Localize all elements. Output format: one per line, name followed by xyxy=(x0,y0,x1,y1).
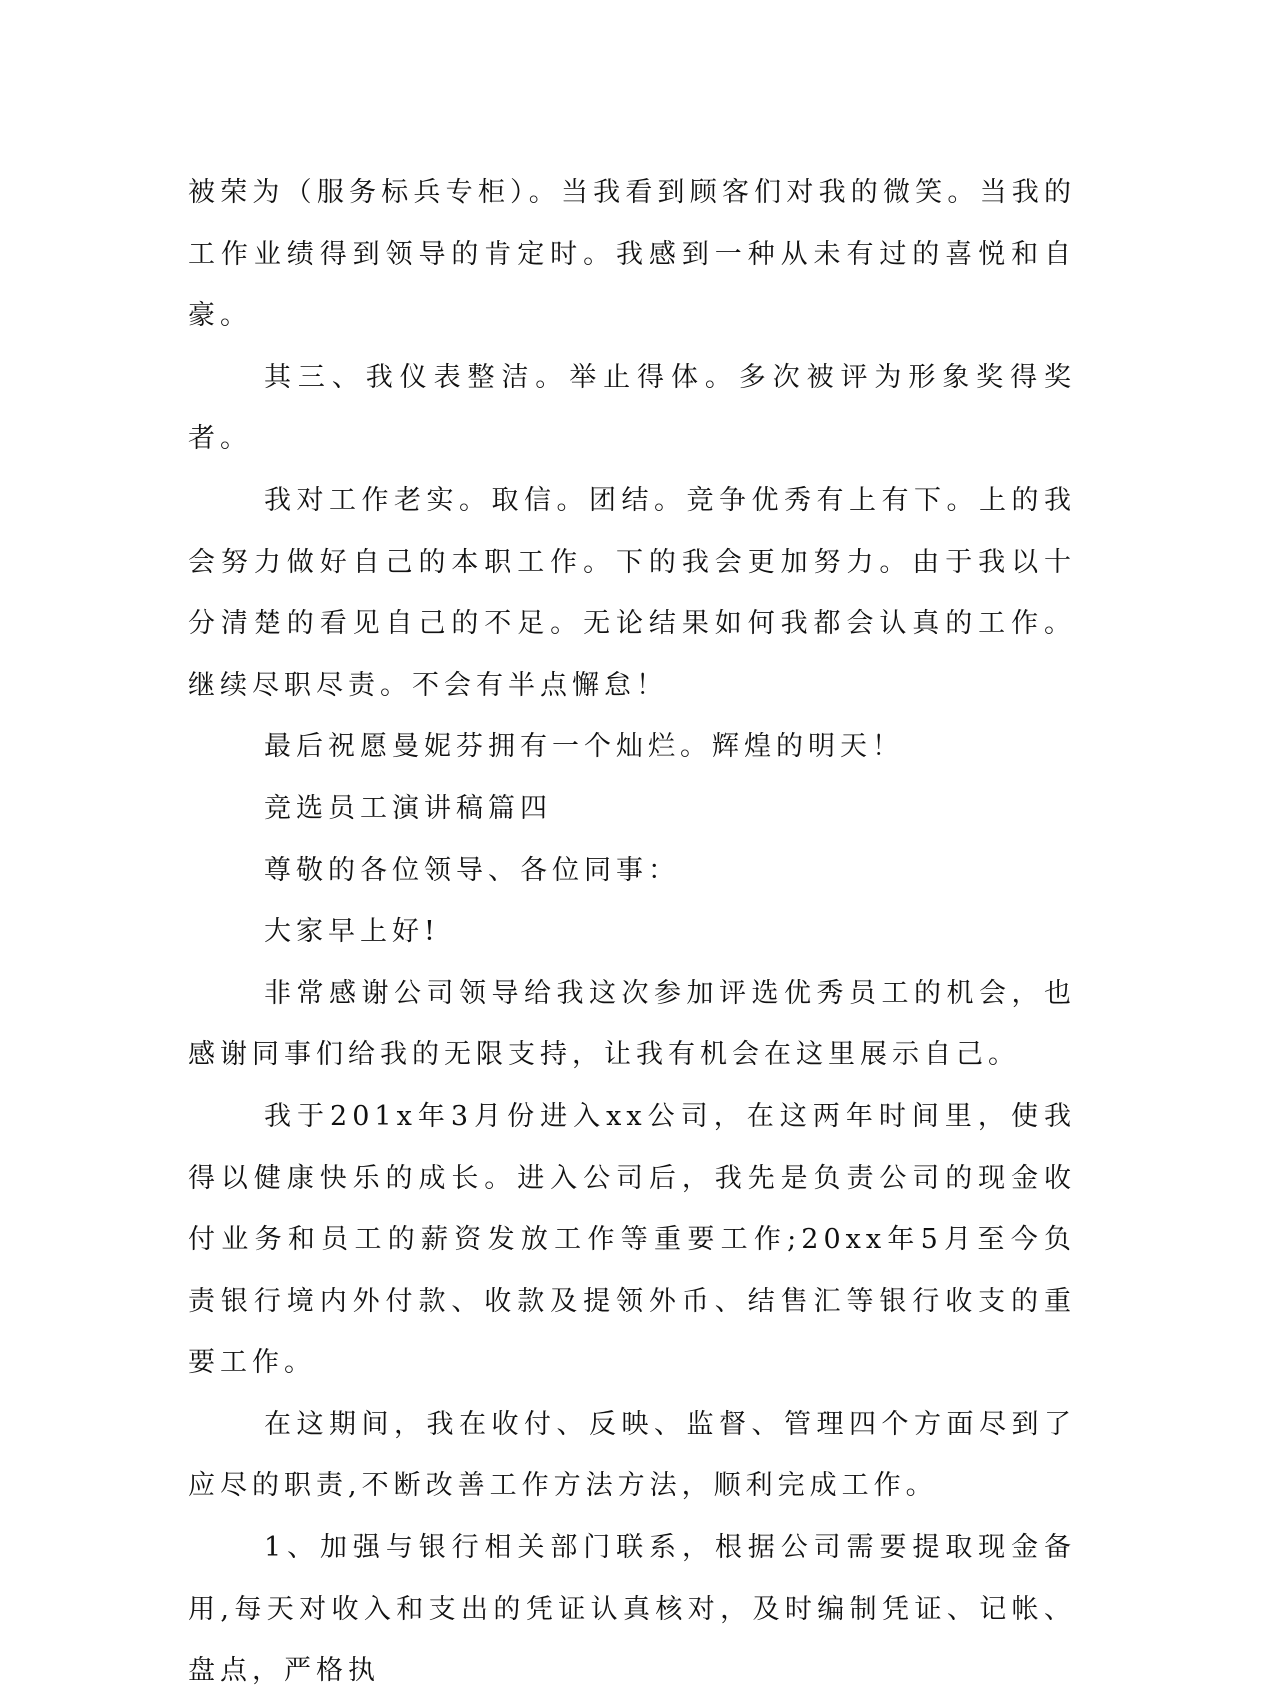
section-heading: 竞选员工演讲稿篇四 xyxy=(264,792,552,824)
paragraph: 我于201x年3月份进入xx公司，在这两年时间里，使我得以健康快乐的成长。进入公司后，我先是负责公司的现金收付业务和员工的薪资发放工作等重要工作;20xx年5月至今负责银行境内外付款、收款及提领外币、结售汇等银行收支的重要工作。 xyxy=(188,1100,1076,1379)
paragraph: 我对工作老实。取信。团结。竞争优秀有上有下。上的我会努力做好自己的本职工作。下的我会更加努力。由于我以十分清楚的看见自己的不足。无论结果如何我都会认真的工作。继续尽职尽责。不会有半点懈怠！ xyxy=(188,484,1076,701)
paragraph: 最后祝愿曼妮芬拥有一个灿烂。辉煌的明天！ xyxy=(264,731,904,763)
salutation: 尊敬的各位领导、各位同事： xyxy=(264,854,680,886)
paragraph: 非常感谢公司领导给我这次参加评选优秀员工的机会，也感谢同事们给我的无限支持，让我有机会在这里展示自己。 xyxy=(188,977,1076,1071)
document-body xyxy=(188,162,1076,1702)
paragraph: 被荣为（服务标兵专柜）。当我看到顾客们对我的微笑。当我的工作业绩得到领导的肯定时。我感到一种从未有过的喜悦和自豪。 xyxy=(188,177,1076,332)
paragraph: 在这期间，我在收付、反映、监督、管理四个方面尽到了应尽的职责,不断改善工作方法方法，顺利完成工作。 xyxy=(188,1408,1076,1502)
paragraph: 其三、我仪表整洁。举止得体。多次被评为形象奖得奖者。 xyxy=(188,361,1076,455)
paragraph: 1、加强与银行相关部门联系，根据公司需要提取现金备用,每天对收入和支出的凭证认真核对，及时编制凭证、记帐、盘点，严格执 xyxy=(188,1532,1076,1687)
greeting: 大家早上好! xyxy=(264,916,440,948)
